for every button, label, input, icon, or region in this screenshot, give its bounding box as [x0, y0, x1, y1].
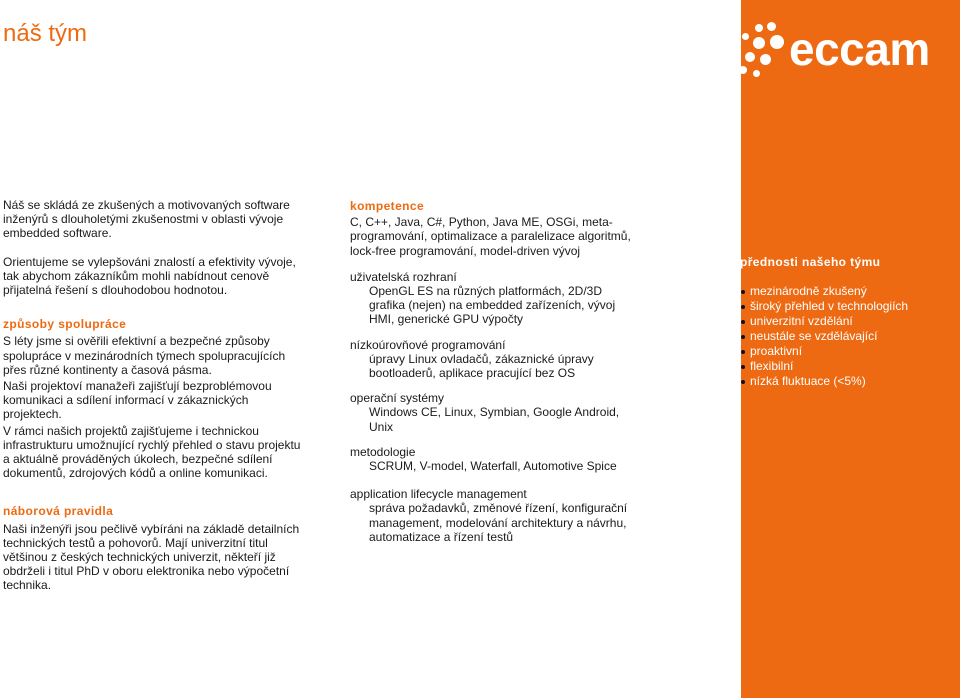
bullet-icon [741, 365, 745, 369]
recruitment-heading: náborová pravidla [3, 504, 114, 519]
competence-category-methodology [350, 445, 640, 473]
eccam-logo [733, 22, 955, 84]
intro-paragraph-1: Náš se skládá ze zkušených a motivovaných software inženýrů s dlouholetými zkušenostmi v oblasti vývoje embedded software. [3, 198, 290, 241]
competence-category-lowlevel [350, 338, 640, 381]
list-item-label: široký přehled v technologiích [750, 299, 909, 314]
category-text: úpravy Linux ovladačů, zákaznické úpravy bootloaderů, aplikace pracující bez OS [369, 351, 594, 381]
category-text: Windows CE, Linux, Symbian, Google Android, Unix [369, 405, 620, 434]
bullet-icon [741, 335, 745, 339]
list-item [740, 329, 950, 344]
competence-category-ui [350, 270, 640, 327]
list-item [740, 299, 950, 314]
recruitment-paragraph: Naši inženýři jsou pečlivě vybíráni na základě detailních technických testů a pohovorů. Mají univerzitní titul většinou z českých technických univerzit, někteří již obdrželi i titul PhD v oboru elektronika nebo výpočetní technika. [3, 521, 300, 593]
list-item [740, 344, 950, 359]
cooperation-paragraph-3: V rámci našich projektů zajišťujeme i technickou infrastrukturu umožnující rychlý přehled o stavu projektu a aktuálně prováděných úkolech, bezpečné sdílení dokumentů, zdrojových kódů a online komunikaci. [3, 423, 301, 481]
list-item-label: univerzitní vzdělání [750, 314, 853, 329]
logo-text: eccam [789, 23, 930, 75]
intro-paragraph-2: Orientujeme se vylepšováni znalostí a efektivity vývoje, tak abychom zákazníkům mohli nabídnout cenově přijatelná řešení s dlouhodobou hodnotou. [3, 254, 296, 298]
list-item [740, 284, 950, 299]
list-item-label: neustále se vzdělávající [750, 329, 878, 344]
category-text: SCRUM, V-model, Waterfall, Automotive Spice [369, 459, 617, 474]
list-item-label: nízká fluktuace (<5%) [750, 374, 866, 389]
category-title: operační systémy [350, 391, 445, 406]
list-item [740, 359, 950, 374]
category-text: OpenGL ES na různých platformách, 2D/3D grafika (nejen) na embedded zařízeních, vývoj HMI, generické GPU výpočty [369, 284, 616, 327]
bullet-icon [741, 350, 745, 354]
list-item [740, 314, 950, 329]
bullet-icon [741, 305, 745, 309]
competence-section [350, 199, 640, 544]
logo-dots-icon [733, 22, 793, 84]
category-text: správa požadavků, změnové řízení, konfigurační management, modelování architektury a návrhu, automatizace a řízení testů [369, 501, 628, 544]
bullet-icon [741, 380, 745, 384]
competence-intro: C, C++, Java, C#, Python, Java ME, OSGi, meta-programování, optimalizace a paralelizace algoritmů, lock-free programování, model-driven vývoj [350, 215, 631, 258]
list-item-label: proaktivní [750, 344, 803, 359]
bullet-icon [741, 290, 745, 294]
team-advantages [740, 255, 950, 389]
team-description [3, 198, 303, 593]
cooperation-paragraph-2: Naši projektoví manažeři zajišťují bezproblémovou komunikaci a sdílení informací v zákaznických projektech. [3, 379, 272, 422]
advantages-list [740, 284, 950, 389]
cooperation-heading: způsoby spolupráce [3, 317, 127, 332]
bullet-icon [741, 320, 745, 324]
competence-heading: kompetence [350, 199, 425, 213]
category-title: application lifecycle management [350, 487, 527, 502]
page-title: náš tým [3, 20, 88, 47]
list-item [740, 374, 950, 389]
advantages-heading: přednosti našeho týmu [740, 255, 881, 269]
list-item-label: flexibilní [750, 359, 794, 374]
cooperation-paragraph-1: S léty jsme si ověřili efektivní a bezpečné způsoby spolupráce v mezinárodních týmech spolupracujících přes různé kontinenty a časová pásma. [3, 334, 286, 377]
category-title: nízkoúrovňové programování [350, 337, 506, 352]
competence-category-alm [350, 487, 640, 544]
category-title: metodologie [350, 444, 416, 459]
competence-category-os [350, 391, 640, 434]
category-title: uživatelská rozhraní [350, 269, 457, 284]
list-item-label: mezinárodně zkušený [750, 284, 867, 299]
